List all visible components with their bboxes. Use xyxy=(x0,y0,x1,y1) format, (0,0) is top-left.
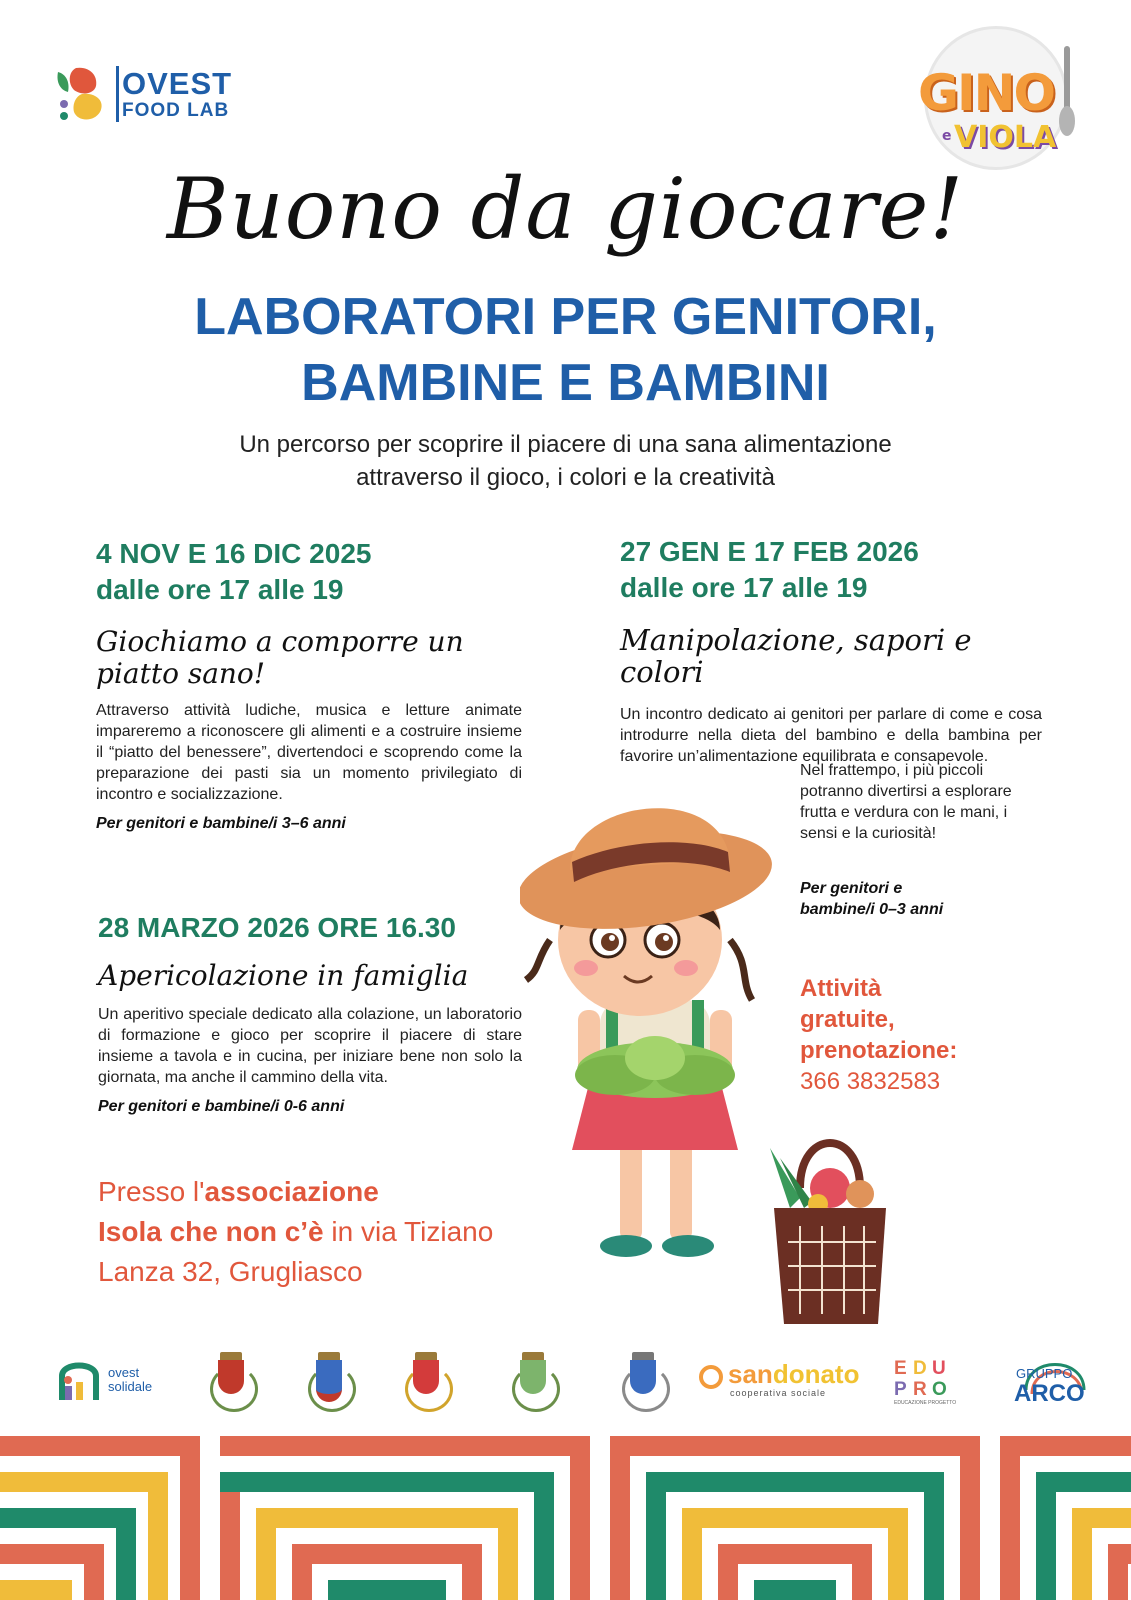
edupro-letter-u: U xyxy=(932,1358,946,1379)
event-block-1 xyxy=(96,536,522,834)
event-2-description2: Nel frattempo, i più piccoli potranno divertirsi a esplorare frutta e verdura con le mani, i sensi e la curiosità! xyxy=(800,762,1012,842)
ovest-food-lab-logo xyxy=(52,64,252,126)
event-3-date: 28 MARZO 2026 ORE 16.30 xyxy=(98,912,456,943)
sandonato-logo xyxy=(696,1350,860,1408)
arco-line2: ARCO xyxy=(1014,1380,1085,1407)
venue-name: Isola che non c’è xyxy=(98,1216,324,1247)
venue-prefix: Presso l' xyxy=(98,1176,205,1207)
edupro-letter-r: R xyxy=(913,1379,927,1400)
edupro-letter-p: P xyxy=(894,1379,907,1400)
municipal-crest-2 xyxy=(306,1350,352,1410)
venue-address1: in via Tiziano xyxy=(323,1216,494,1247)
edupro-tagline: EDUCAZIONE PROGETTO xyxy=(894,1400,957,1406)
municipal-crest-4 xyxy=(510,1350,556,1410)
event-2-time: dalle ore 17 alle 19 xyxy=(620,572,868,603)
event-2-activity: Manipolazione, sapori e colori xyxy=(620,623,972,689)
gino-e-viola-logo xyxy=(918,26,1076,168)
venue-info xyxy=(98,1172,558,1292)
girl-illustration xyxy=(520,790,790,1310)
event-1-audience: Per genitori e bambine/i 3–6 anni xyxy=(96,815,346,832)
event-2-description: Un incontro dedicato ai genitori per parlare di come e cosa introdurre nella dieta del bambino e della bambina per favorire un’alimentazione equilibrata e consapevole. xyxy=(620,706,1042,765)
event-2-audience-line1: Per genitori e xyxy=(800,880,903,897)
sun-icon xyxy=(696,1362,726,1392)
basket-illustration xyxy=(760,1138,900,1328)
event-block-3 xyxy=(98,910,522,1117)
booking-phone[interactable]: 366 3832583 xyxy=(800,1068,941,1095)
sandonato-tagline: cooperativa sociale xyxy=(730,1388,827,1398)
sandonato-name1: san xyxy=(728,1359,773,1389)
edupro-letter-e: E xyxy=(894,1358,907,1379)
event-1-activity-line1: Giochiamo a comporre un xyxy=(96,625,464,658)
ovest-solidale-line1: ovest xyxy=(108,1365,140,1380)
intro-line1: Un percorso per scoprire il piacere di una sana alimentazione xyxy=(239,431,892,458)
edupro-letter-d: D xyxy=(913,1358,927,1379)
ovest-solidale-line2: solidale xyxy=(108,1379,153,1394)
event-1-activity-line2: piatto sano! xyxy=(96,657,266,690)
intro-text xyxy=(120,428,1011,494)
event-3-description: Un aperitivo speciale dedicato alla colazione, un laboratorio di formazione e gioco per scoprire il piacere di stare insieme a tavola e in cucina, per iniziare bene non solo la giornata, ma anche il cammino della vita. xyxy=(98,1006,522,1086)
event-1-date: 4 NOV E 16 DIC 2025 xyxy=(96,538,372,569)
sandonato-name2: donato xyxy=(772,1359,860,1389)
gruppo-arco-logo xyxy=(1012,1350,1098,1408)
booking-info xyxy=(800,973,1030,1097)
ovest-solidale-icon xyxy=(56,1358,102,1402)
event-2-date: 27 GEN E 17 FEB 2026 xyxy=(620,536,919,567)
edupro-letter-o: O xyxy=(932,1379,947,1400)
spoon-icon xyxy=(1064,46,1070,124)
intro-line2: attraverso il gioco, i colori e la creatività xyxy=(356,464,775,491)
venue-assoc: associazione xyxy=(204,1176,379,1207)
booking-line2: gratuite, xyxy=(800,1006,895,1033)
venue-address2: Lanza 32, Grugliasco xyxy=(98,1256,363,1287)
municipal-crest-3 xyxy=(403,1350,449,1410)
decorative-stripes xyxy=(0,1436,1131,1600)
booking-line1: Attività xyxy=(800,975,882,1002)
gino-logo-e: e xyxy=(942,128,952,144)
ovest-solidale-logo xyxy=(56,1350,176,1408)
ofl-logo-line1: OVEST xyxy=(122,66,233,101)
booking-line3: prenotazione: xyxy=(800,1037,958,1064)
gino-logo-word: GINO xyxy=(918,64,1054,122)
gino-logo-viola: VIOLA xyxy=(954,120,1057,155)
fruit-icon xyxy=(52,64,112,124)
event-block-2 xyxy=(620,534,1042,767)
edupro-logo xyxy=(894,1358,956,1416)
event-3-audience: Per genitori e bambine/i 0-6 anni xyxy=(98,1098,345,1115)
arco-line1: GRUPPO xyxy=(1016,1366,1073,1381)
subtitle-line1: LABORATORI PER GENITORI, xyxy=(194,288,937,346)
page-title: Buono da giocare! xyxy=(166,160,965,258)
page-subtitle xyxy=(0,284,1131,416)
subtitle-line2: BAMBINE E BAMBINI xyxy=(301,354,830,412)
event-2-audience-line2: bambine/i 0–3 anni xyxy=(800,901,944,918)
ofl-logo-line2: FOOD LAB xyxy=(122,100,230,121)
event-2-audience xyxy=(800,878,1030,920)
municipal-crest-5 xyxy=(620,1350,666,1410)
municipal-crest-1 xyxy=(208,1350,254,1410)
event-1-description: Attraverso attività ludiche, musica e letture animate impareremo a riconoscere gli alimenti e a costruire insieme il “piatto del benessere”, divertendoci e scoprendo come la preparazione dei pasti sia un momento privilegiato di incontro e socializzazione. xyxy=(96,702,522,803)
event-1-time: dalle ore 17 alle 19 xyxy=(96,574,344,605)
event-3-activity: Apericolazione in famiglia xyxy=(98,959,469,992)
